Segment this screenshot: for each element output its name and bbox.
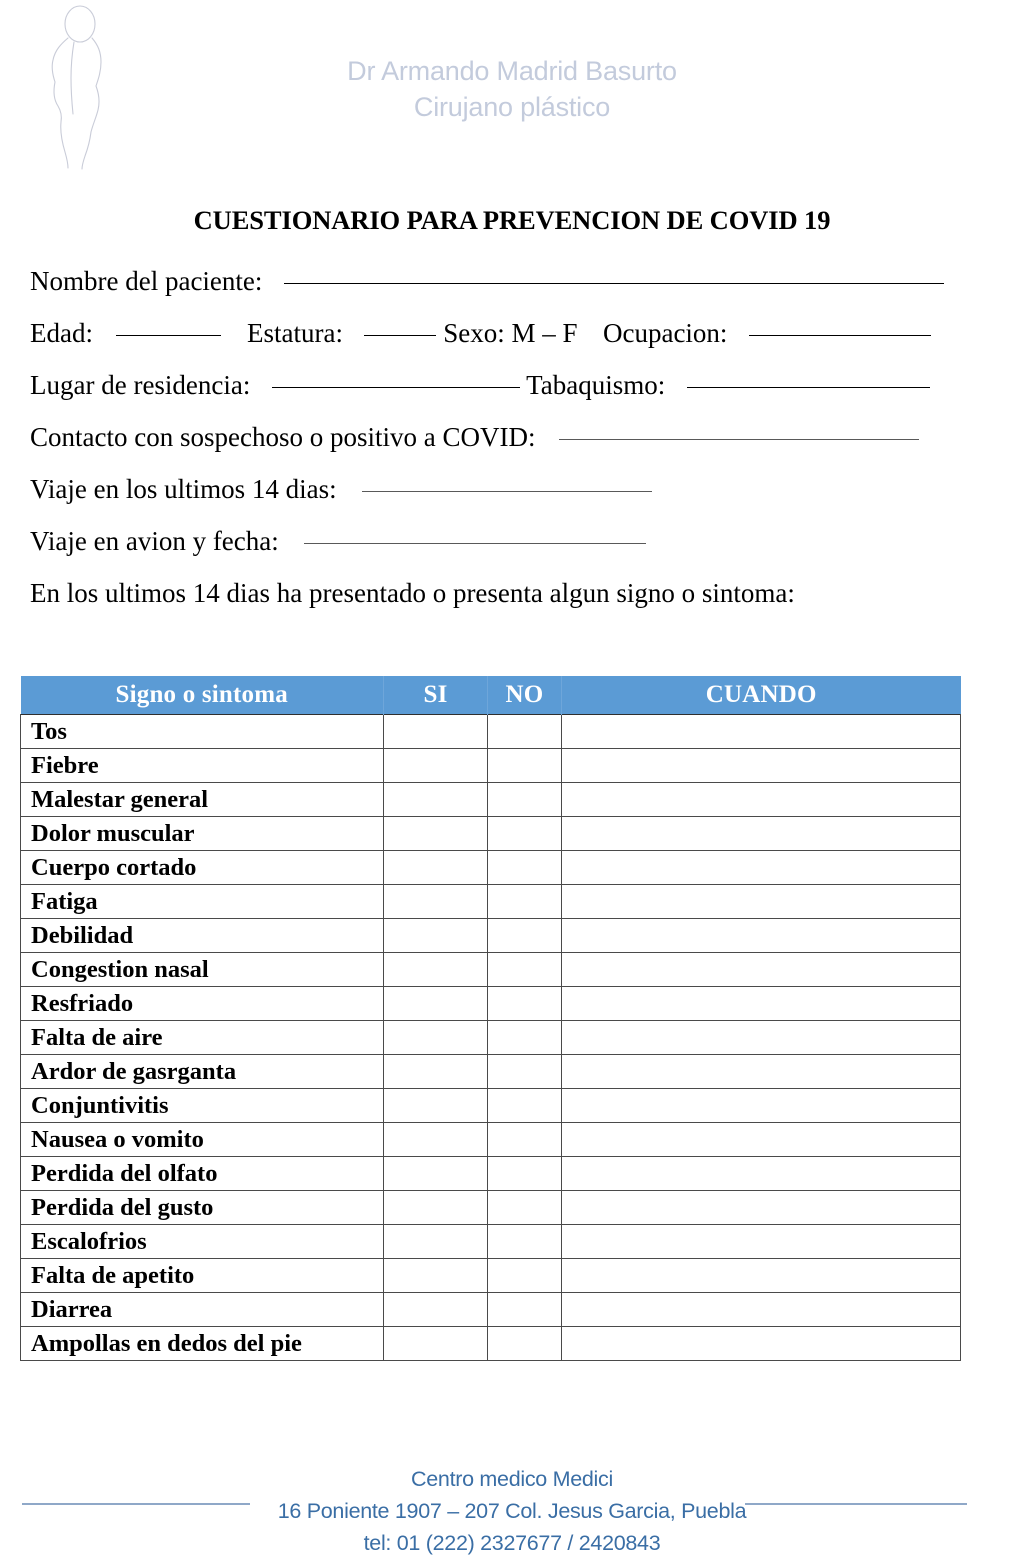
symptom-name-cell: Conjuntivitis xyxy=(21,1089,384,1123)
table-row xyxy=(21,885,961,919)
patient-form xyxy=(30,255,965,619)
when-cell[interactable] xyxy=(562,1055,961,1089)
symptom-name-cell: Congestion nasal xyxy=(21,953,384,987)
checkbox-cell-si[interactable] xyxy=(384,783,488,817)
symptom-name-cell: Dolor muscular xyxy=(21,817,384,851)
when-cell[interactable] xyxy=(562,1259,961,1293)
table-row xyxy=(21,1123,961,1157)
symptom-name-cell: Nausea o vomito xyxy=(21,1123,384,1157)
symptom-name-cell: Cuerpo cortado xyxy=(21,851,384,885)
table-row xyxy=(21,1293,961,1327)
form-row-viaje-avion xyxy=(30,515,965,567)
form-row-viaje14 xyxy=(30,463,965,515)
table-header-row xyxy=(21,676,961,715)
checkbox-cell-no[interactable] xyxy=(488,1259,562,1293)
when-cell[interactable] xyxy=(562,1191,961,1225)
checkbox-cell-si[interactable] xyxy=(384,885,488,919)
label-edad: Edad: xyxy=(30,318,93,348)
footer-phone: tel: 01 (222) 2327677 / 2420843 xyxy=(363,1531,661,1555)
when-cell[interactable] xyxy=(562,953,961,987)
input-edad[interactable] xyxy=(116,335,221,336)
symptom-name-cell: Falta de apetito xyxy=(21,1259,384,1293)
checkbox-cell-si[interactable] xyxy=(384,1089,488,1123)
table-row xyxy=(21,919,961,953)
checkbox-cell-si[interactable] xyxy=(384,1191,488,1225)
checkbox-cell-no[interactable] xyxy=(488,1191,562,1225)
when-cell[interactable] xyxy=(562,885,961,919)
checkbox-cell-no[interactable] xyxy=(488,1089,562,1123)
checkbox-cell-si[interactable] xyxy=(384,1259,488,1293)
checkbox-cell-si[interactable] xyxy=(384,919,488,953)
checkbox-cell-si[interactable] xyxy=(384,851,488,885)
when-cell[interactable] xyxy=(562,919,961,953)
when-cell[interactable] xyxy=(562,1225,961,1259)
symptom-rows xyxy=(21,715,961,1361)
checkbox-cell-si[interactable] xyxy=(384,715,488,749)
symptom-name-cell: Debilidad xyxy=(21,919,384,953)
footer xyxy=(0,1455,1024,1561)
checkbox-cell-no[interactable] xyxy=(488,1021,562,1055)
input-contacto[interactable] xyxy=(559,439,919,440)
checkbox-cell-si[interactable] xyxy=(384,1293,488,1327)
input-ocupacion[interactable] xyxy=(749,335,931,336)
label-estatura: Estatura: xyxy=(246,318,343,348)
doctor-name: Dr Armando Madrid Basurto xyxy=(347,56,677,86)
checkbox-cell-si[interactable] xyxy=(384,953,488,987)
symptom-name-cell: Diarrea xyxy=(21,1293,384,1327)
checkbox-cell-no[interactable] xyxy=(488,953,562,987)
table-row xyxy=(21,1021,961,1055)
when-cell[interactable] xyxy=(562,783,961,817)
checkbox-cell-si[interactable] xyxy=(384,1327,488,1361)
when-cell[interactable] xyxy=(562,1021,961,1055)
label-viaje-avion: Viaje en avion y fecha: xyxy=(30,526,279,556)
symptom-name-cell: Escalofrios xyxy=(21,1225,384,1259)
checkbox-cell-no[interactable] xyxy=(488,885,562,919)
footer-contact-block xyxy=(0,1463,1024,1559)
checkbox-cell-si[interactable] xyxy=(384,817,488,851)
form-row-nombre xyxy=(30,255,965,307)
checkbox-cell-no[interactable] xyxy=(488,1123,562,1157)
when-cell[interactable] xyxy=(562,987,961,1021)
when-cell[interactable] xyxy=(562,1293,961,1327)
table-row xyxy=(21,1157,961,1191)
when-cell[interactable] xyxy=(562,1157,961,1191)
table-row xyxy=(21,953,961,987)
symptom-name-cell: Perdida del olfato xyxy=(21,1157,384,1191)
when-cell[interactable] xyxy=(562,715,961,749)
checkbox-cell-no[interactable] xyxy=(488,919,562,953)
table-row xyxy=(21,715,961,749)
checkbox-cell-si[interactable] xyxy=(384,1055,488,1089)
symptom-name-cell: Fiebre xyxy=(21,749,384,783)
label-contacto: Contacto con sospechoso o positivo a COVID: xyxy=(30,422,536,452)
symptom-checklist-table xyxy=(20,676,961,1361)
when-cell[interactable] xyxy=(562,749,961,783)
checkbox-cell-no[interactable] xyxy=(488,1293,562,1327)
checkbox-cell-si[interactable] xyxy=(384,749,488,783)
symptom-name-cell: Perdida del gusto xyxy=(21,1191,384,1225)
checkbox-cell-no[interactable] xyxy=(488,1157,562,1191)
table-row xyxy=(21,987,961,1021)
symptom-name-cell: Ardor de gasrganta xyxy=(21,1055,384,1089)
footer-clinic-name: Centro medico Medici xyxy=(411,1467,613,1491)
checkbox-cell-no[interactable] xyxy=(488,1327,562,1361)
input-viaje-avion[interactable] xyxy=(304,543,646,544)
checkbox-cell-no[interactable] xyxy=(488,987,562,1021)
label-sexo: Sexo: M – F xyxy=(443,318,578,348)
symptom-name-cell: Resfriado xyxy=(21,987,384,1021)
column-header-cuando: CUANDO xyxy=(562,676,961,715)
input-estatura[interactable] xyxy=(364,335,436,336)
table-row xyxy=(21,783,961,817)
form-row-edad-estatura-sexo-ocupacion xyxy=(30,307,965,359)
checkbox-cell-si[interactable] xyxy=(384,1225,488,1259)
table-row xyxy=(21,817,961,851)
checkbox-cell-no[interactable] xyxy=(488,715,562,749)
table-row xyxy=(21,1089,961,1123)
checkbox-cell-si[interactable] xyxy=(384,1157,488,1191)
when-cell[interactable] xyxy=(562,1089,961,1123)
table-row xyxy=(21,749,961,783)
footer-address: 16 Poniente 1907 – 207 Col. Jesus Garcia, Puebla xyxy=(277,1499,747,1523)
symptom-name-cell: Fatiga xyxy=(21,885,384,919)
symptom-name-cell: Tos xyxy=(21,715,384,749)
symptom-name-cell: Malestar general xyxy=(21,783,384,817)
input-residencia[interactable] xyxy=(272,387,520,388)
column-header-symptom: Signo o sintoma xyxy=(21,676,384,715)
column-header-si: SI xyxy=(384,676,488,715)
checkbox-cell-si[interactable] xyxy=(384,1123,488,1157)
input-viaje-14-dias[interactable] xyxy=(362,491,652,492)
when-cell[interactable] xyxy=(562,817,961,851)
checkbox-cell-no[interactable] xyxy=(488,1055,562,1089)
input-tabaquismo[interactable] xyxy=(687,387,930,388)
table-row xyxy=(21,1191,961,1225)
checkbox-cell-no[interactable] xyxy=(488,1225,562,1259)
table-row xyxy=(21,851,961,885)
symptom-name-cell: Ampollas en dedos del pie xyxy=(21,1327,384,1361)
clinic-heading xyxy=(0,53,1024,125)
letterhead xyxy=(0,0,1024,175)
checkbox-cell-si[interactable] xyxy=(384,1021,488,1055)
label-ocupacion: Ocupacion: xyxy=(602,318,728,348)
table-row xyxy=(21,1225,961,1259)
form-row-residencia-tabaquismo xyxy=(30,359,965,411)
label-viaje-14-dias: Viaje en los ultimos 14 dias: xyxy=(30,474,337,504)
checkbox-cell-no[interactable] xyxy=(488,783,562,817)
form-row-contacto xyxy=(30,411,965,463)
table-row xyxy=(21,1327,961,1361)
symptom-prompt: En los ultimos 14 dias ha presentado o presenta algun signo o sintoma: xyxy=(30,578,795,608)
page-title: CUESTIONARIO PARA PREVENCION DE COVID 19 xyxy=(193,205,831,235)
table-row xyxy=(21,1055,961,1089)
doctor-specialty: Cirujano plástico xyxy=(413,92,611,122)
checkbox-cell-no[interactable] xyxy=(488,817,562,851)
when-cell[interactable] xyxy=(562,1123,961,1157)
label-nombre: Nombre del paciente: xyxy=(30,266,263,296)
checkbox-cell-si[interactable] xyxy=(384,987,488,1021)
when-cell[interactable] xyxy=(562,1327,961,1361)
checkbox-cell-no[interactable] xyxy=(488,749,562,783)
label-tabaquismo: Tabaquismo: xyxy=(526,370,666,400)
when-cell[interactable] xyxy=(562,851,961,885)
label-residencia: Lugar de residencia: xyxy=(30,370,251,400)
column-header-no: NO xyxy=(488,676,562,715)
input-nombre[interactable] xyxy=(284,283,944,284)
symptom-name-cell: Falta de aire xyxy=(21,1021,384,1055)
table-row xyxy=(21,1259,961,1293)
checkbox-cell-no[interactable] xyxy=(488,851,562,885)
